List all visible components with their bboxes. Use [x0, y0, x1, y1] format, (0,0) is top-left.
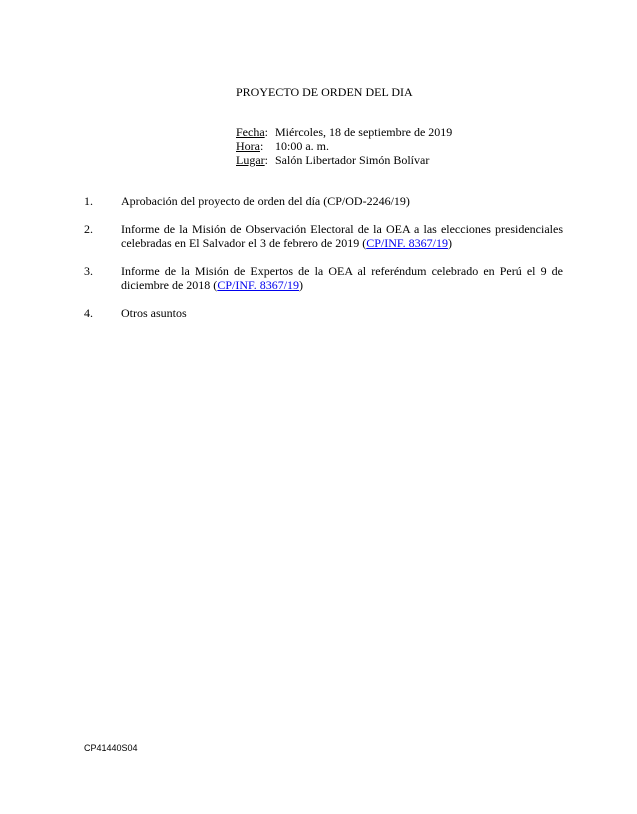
time-label: Hora [236, 139, 260, 153]
item-number: 3. [84, 264, 93, 278]
agenda-list [84, 194, 563, 334]
document-title: PROYECTO DE ORDEN DEL DIA [236, 85, 413, 99]
item-text: Aprobación del proyecto de orden del día (CP/OD-2246/19) [121, 194, 410, 208]
document-link[interactable]: CP/INF. 8367/19 [366, 236, 448, 250]
agenda-item [84, 264, 563, 292]
item-text-end: ) [447, 236, 452, 250]
item-number: 2. [84, 222, 93, 236]
meeting-details [236, 125, 452, 167]
time-row: Hora: 10:00 a. m. [236, 139, 329, 153]
document-link[interactable]: CP/INF. 8367/19 [217, 278, 300, 292]
place-value: Salón Libertador Simón Bolívar [275, 153, 430, 167]
item-number: 1. [84, 194, 93, 208]
place-label: Lugar [236, 153, 265, 167]
date-value: Miércoles, 18 de septiembre de 2019 [275, 125, 453, 139]
date-label: Fecha [236, 125, 265, 139]
date-row: Fecha: Miércoles, 18 de septiembre de 2019 [236, 125, 453, 139]
item-text: Informe de la Misión de Observación Electoral de la OEA a las elecciones presidenciales celebradas en El Salvador el 3 de febrero de 2019 ( [121, 222, 563, 250]
agenda-item [84, 194, 563, 208]
agenda-item [84, 222, 563, 250]
document-code: CP41440S04 [84, 743, 138, 753]
item-text: Informe de la Misión de Expertos de la OEA al referéndum celebrado en Perú el 9 de diciembre de 2018 ( [121, 264, 563, 292]
item-number: 4. [84, 306, 93, 320]
time-value: 10:00 a. m. [275, 139, 329, 153]
agenda-item [84, 306, 563, 320]
item-text-end: ) [299, 278, 304, 292]
place-row: Lugar: Salón Libertador Simón Bolívar [236, 153, 430, 167]
item-text: Otros asuntos [121, 306, 187, 320]
